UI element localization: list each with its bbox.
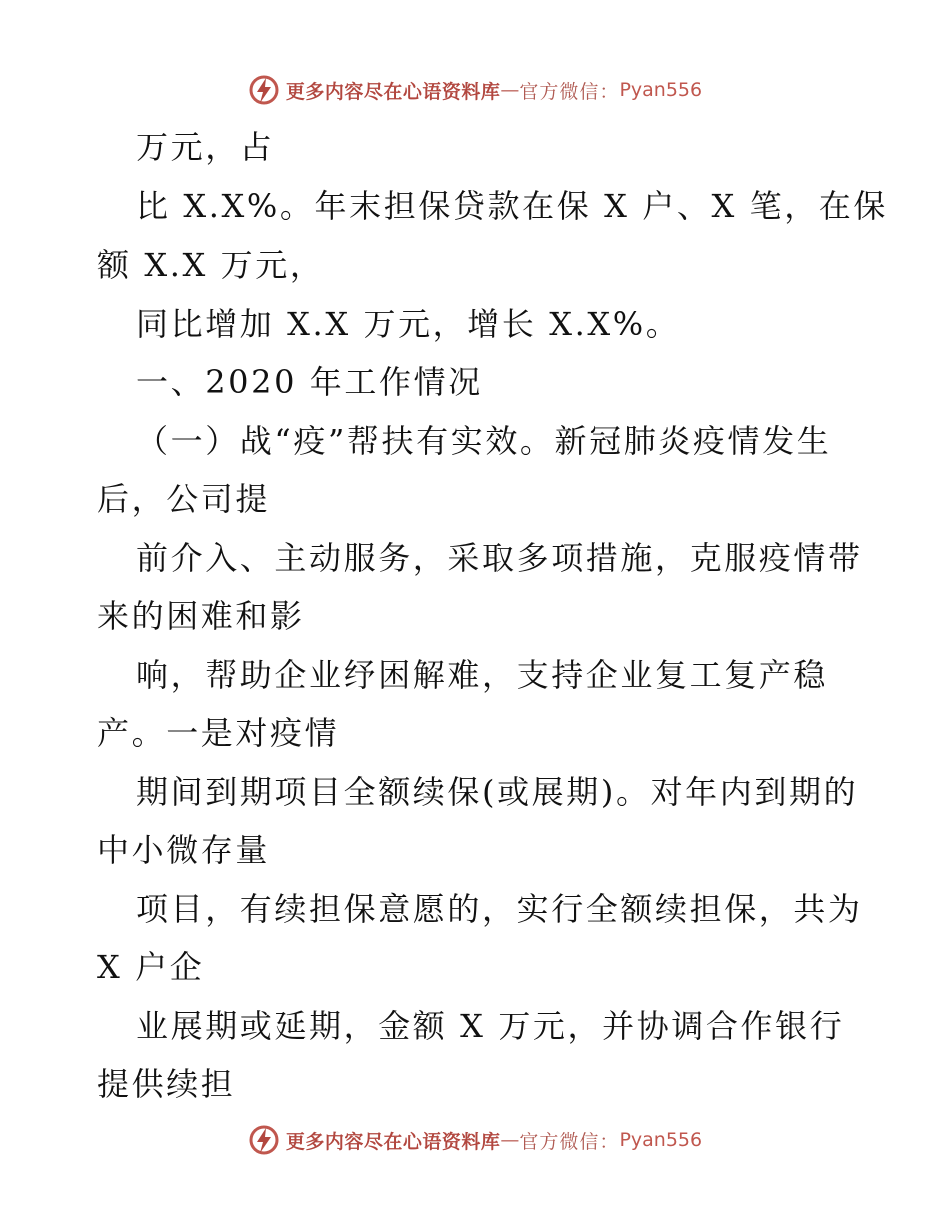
banner-site-name: 更多内容尽在心语资料库 — [285, 80, 501, 103]
body-line: 业展期或延期，金额 X 万元，并协调合作银行 — [136, 1007, 845, 1045]
banner-site-name: 更多内容尽在心语资料库 — [285, 1130, 501, 1153]
body-line: 产。一是对疫情 — [97, 714, 340, 752]
body-line: 响，帮助企业纾困解难，支持企业复工复产稳 — [136, 656, 829, 694]
banner-wechat-id: Pyan556 — [619, 79, 703, 101]
body-line: X 户企 — [97, 948, 205, 986]
banner-wechat-label: 官方微信： — [519, 1130, 620, 1153]
body-line: 期间到期项目全额续保(或展期)。对年内到期的 — [136, 773, 859, 811]
body-line: 中小微存量 — [97, 831, 271, 869]
body-line: 来的困难和影 — [97, 597, 305, 635]
body-line: 同比增加 X.X 万元，增长 X.X%。 — [136, 305, 681, 343]
body-line: 额 X.X 万元， — [97, 246, 325, 284]
footer-watermark-banner — [0, 1120, 950, 1160]
banner-separator: — — [500, 1129, 520, 1151]
body-line: 万元，占 — [136, 128, 275, 166]
lightning-circle-icon — [248, 1124, 280, 1156]
banner-wechat-label: 官方微信： — [519, 80, 620, 103]
body-line: 比 X.X%。年末担保贷款在保 X 户、X 笔，在保 — [136, 187, 888, 225]
body-line: 前介入、主动服务，采取多项措施，克服疫情带 — [136, 539, 863, 577]
body-line: 项目，有续担保意愿的，实行全额续担保，共为 — [136, 890, 863, 928]
body-line: 后，公司提 — [97, 480, 271, 518]
banner-separator: — — [500, 79, 520, 101]
body-line: （一）战“疫”帮扶有实效。新冠肺炎疫情发生 — [136, 422, 832, 460]
section-heading: 一、2020 年工作情况 — [136, 363, 483, 401]
body-line: 提供续担 — [97, 1065, 236, 1103]
banner-wechat-id: Pyan556 — [619, 1129, 703, 1151]
